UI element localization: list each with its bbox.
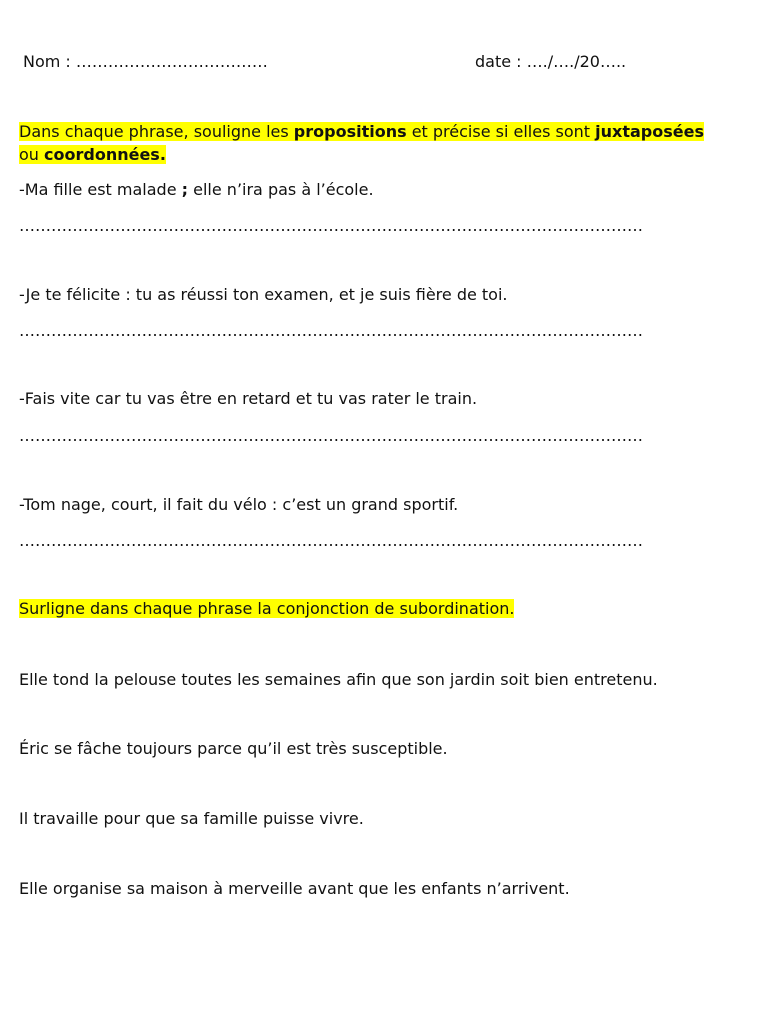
exercise2-sentence-4[interactable]: Elle organise sa maison à merveille avant que les enfants n’arrivent. bbox=[19, 879, 570, 898]
exercise1-sentence-1 bbox=[19, 179, 374, 200]
answer-line-1[interactable]: ……………………………………………………………………………………………………… bbox=[19, 216, 643, 235]
instr-part3: ou bbox=[19, 145, 45, 164]
exercise1-instruction-line1 bbox=[19, 121, 704, 142]
instr-bold-propositions: propositions bbox=[293, 122, 407, 141]
instr-part1: Dans chaque phrase, souligne les bbox=[19, 122, 294, 141]
exercise2-sentence-1[interactable]: Elle tond la pelouse toutes les semaines afin que son jardin soit bien entretenu. bbox=[19, 670, 658, 689]
exercise1-sentence-2: -Je te félicite : tu as réussi ton examen, et je suis fière de toi. bbox=[19, 285, 508, 304]
name-dots: ……………………………… bbox=[75, 52, 268, 71]
answer-line-2[interactable]: ……………………………………………………………………………………………………… bbox=[19, 321, 643, 340]
exercise1-instruction-line2 bbox=[19, 144, 166, 165]
name-field bbox=[23, 51, 268, 72]
instr-bold-juxtaposees: juxtaposées bbox=[595, 122, 704, 141]
date-label: date : bbox=[475, 52, 522, 71]
instr-bold-coordonnees: coordonnées. bbox=[44, 145, 166, 164]
sentence-1-semicolon: ; bbox=[181, 180, 189, 199]
date-value: …./…./20….. bbox=[526, 52, 627, 71]
exercise2-sentence-3[interactable]: Il travaille pour que sa famille puisse vivre. bbox=[19, 809, 364, 828]
date-field bbox=[475, 51, 626, 72]
instr-part2: et précise si elles sont bbox=[406, 122, 596, 141]
exercise2-instruction-text: Surligne dans chaque phrase la conjonction de subordination. bbox=[19, 599, 515, 618]
sentence-1-part-c: elle n’ira pas à l’école. bbox=[188, 180, 374, 199]
exercise2-sentence-2[interactable]: Éric se fâche toujours parce qu’il est très susceptible. bbox=[19, 739, 448, 758]
answer-line-4[interactable]: ……………………………………………………………………………………………………… bbox=[19, 531, 643, 550]
exercise1-sentence-3: -Fais vite car tu vas être en retard et tu vas rater le train. bbox=[19, 389, 478, 408]
answer-line-3[interactable]: ……………………………………………………………………………………………………… bbox=[19, 426, 643, 445]
exercise2-instruction bbox=[19, 598, 514, 619]
exercise1-sentence-4: -Tom nage, court, il fait du vélo : c’est un grand sportif. bbox=[19, 495, 459, 514]
sentence-1-part-a: -Ma fille est malade bbox=[19, 180, 182, 199]
name-label: Nom : bbox=[23, 52, 71, 71]
